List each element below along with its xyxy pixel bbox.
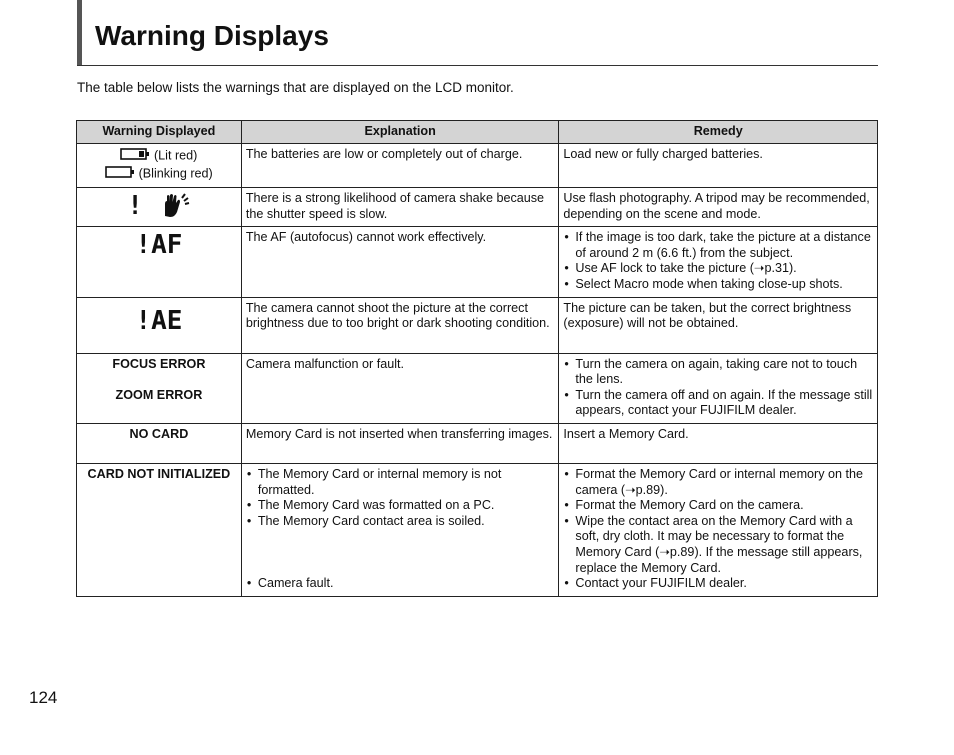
explanation-cell: The AF (autofocus) cannot work effectively. [241,227,559,297]
list-item: • Camera fault. [258,576,555,592]
list-item: • Use AF lock to take the picture (➝p.31). [575,261,873,277]
list-item: • Format the Memory Card or internal memory on the camera (➝p.89). [575,467,873,498]
page-title: Warning Displays [95,20,329,51]
warning-lit-red: (Lit red) [153,148,198,163]
page-number: 124 [29,688,58,707]
table-row [77,144,878,188]
list-item: • Format the Memory Card on the camera. [575,498,873,514]
list-item: • Select Macro mode when taking close-up shots. [575,277,873,293]
remedy-cell: Use flash photography. A tripod may be recommended, depending on the scene and mode. [559,188,878,227]
table-row [77,188,878,227]
remedy-cell: The picture can be taken, but the correct brightness (exposure) will not be obtained. [559,297,878,353]
warning-cell [77,353,242,423]
remedy-cell [559,463,878,596]
af-warning-icon: !AF [135,230,183,261]
no-card-label: NO CARD [129,426,189,441]
remedy-cell: Load new or fully charged batteries. [559,144,878,188]
warnings-table [76,120,878,597]
table-row [77,353,878,423]
warning-cell [77,144,242,188]
list-item: • Turn the camera off and on again. If the message still appears, contact your FUJIFILM dealer. [575,388,873,419]
warning-cell [77,297,242,353]
table-header-row [77,121,878,144]
list-item: • If the image is too dark, take the picture at a distance of around 2 m (6.6 ft.) from the subject. [575,230,873,261]
table-row [77,297,878,353]
list-item: • Contact your FUJIFILM dealer. [575,576,873,592]
explanation-cell: The batteries are low or completely out of charge. [241,144,559,188]
warning-cell [77,463,242,596]
ae-warning-icon: !AE [135,305,183,336]
focus-error-label: FOCUS ERROR [112,356,206,371]
list-item: • The Memory Card contact area is soiled. [258,514,555,530]
list-item: • Wipe the contact area on the Memory Card with a soft, dry cloth. It may be necessary to format the Memory Card (➝p.89). If the message still appears, replace the Memory Card. [575,514,873,576]
explanation-cell: Camera malfunction or fault. [241,353,559,423]
header-explanation: Explanation [241,121,559,144]
warning-cell [77,423,242,463]
remedy-cell [559,227,878,297]
camera-shake-icon [127,191,190,221]
table-row [77,227,878,297]
remedy-cell: Insert a Memory Card. [559,423,878,463]
list-item: • Turn the camera on again, taking care not to touch the lens. [575,357,873,388]
table-row [77,423,878,463]
list-item: • The Memory Card or internal memory is not formatted. [258,467,555,498]
remedy-cell [559,353,878,423]
warning-cell [77,188,242,227]
explanation-cell [241,463,559,596]
warning-cell [77,227,242,297]
explanation-cell: Memory Card is not inserted when transferring images. [241,423,559,463]
table-row [77,463,878,596]
explanation-cell: There is a strong likelihood of camera shake because the shutter speed is slow. [241,188,559,227]
warning-blinking-red: (Blinking red) [138,166,213,181]
intro-text: The table below lists the warnings that are displayed on the LCD monitor. [77,80,514,95]
battery-empty-icon [105,165,135,183]
header-warning: Warning Displayed [77,121,242,144]
battery-icon [120,147,150,165]
zoom-error-label: ZOOM ERROR [115,388,203,403]
list-item: • The Memory Card was formatted on a PC. [258,498,555,514]
header-remedy: Remedy [559,121,878,144]
warning-exclamation: ! [127,191,143,221]
explanation-cell: The camera cannot shoot the picture at the correct brightness due to too bright or dark shooting condition. [241,297,559,353]
title-accent-bar [77,0,82,65]
card-not-initialized-label: CARD NOT INITIALIZED [87,466,231,481]
title-underline [77,65,878,66]
